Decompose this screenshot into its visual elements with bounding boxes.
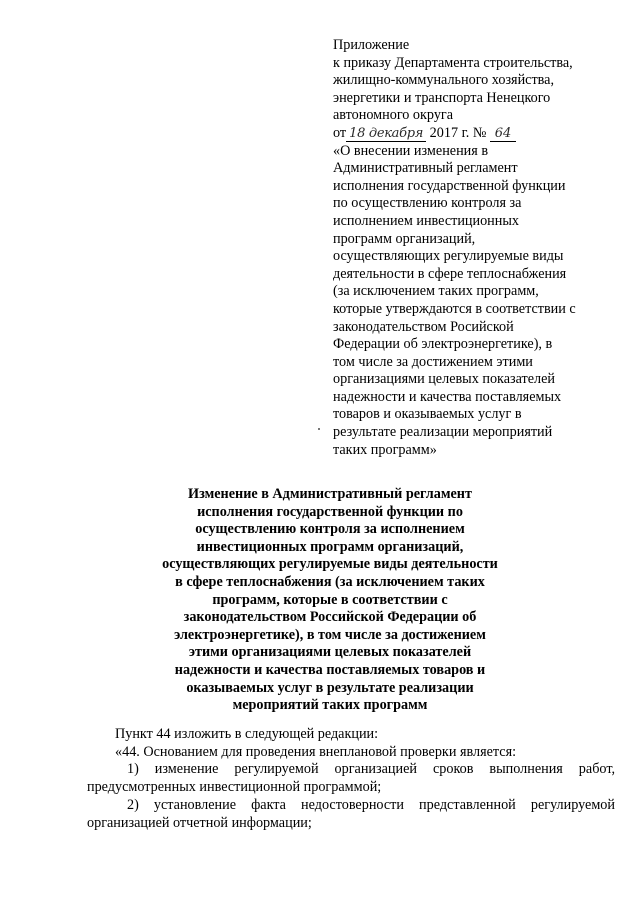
order-title-line: организациями целевых показателей bbox=[333, 371, 556, 388]
order-title-line: «О внесении изменения в bbox=[333, 142, 489, 159]
heading-line: мероприятий таких программ bbox=[232, 697, 428, 714]
order-title-line: таких программ» bbox=[333, 441, 437, 458]
order-title-line: том числе за достижением этими bbox=[333, 353, 533, 370]
appendix-line: жилищно-коммунального хозяйства, bbox=[333, 72, 555, 89]
order-title-line: Административный регламент bbox=[333, 160, 518, 177]
appendix-line: автономного округа bbox=[333, 107, 454, 124]
clause-paragraph bbox=[87, 744, 615, 762]
heading-line: оказываемых услуг в результате реализации bbox=[186, 679, 474, 696]
order-title-line: которые утверждаются в соответствии с bbox=[333, 300, 576, 317]
document-body bbox=[87, 726, 615, 832]
order-title-line: осуществляющих регулируемые виды bbox=[333, 248, 564, 265]
order-title-line: программ организаций, bbox=[333, 230, 476, 247]
order-title-line: (за исключением таких программ, bbox=[333, 283, 539, 300]
order-title-line: надежности и качества поставляемых bbox=[333, 388, 562, 405]
heading-line: инвестиционных программ организаций, bbox=[196, 538, 464, 555]
handwritten-date: 18 декабря bbox=[346, 127, 426, 142]
heading-line: осуществляющих регулируемые виды деятельности bbox=[162, 556, 498, 573]
order-date-line bbox=[333, 125, 623, 143]
handwritten-number: 64 bbox=[490, 127, 516, 142]
date-prefix: от bbox=[333, 124, 347, 141]
list-item-1 bbox=[87, 761, 615, 796]
appendix-block bbox=[333, 37, 623, 459]
order-title-line: товаров и оказываемых услуг в bbox=[333, 406, 522, 423]
list-item-2 bbox=[87, 797, 615, 832]
scan-speck bbox=[318, 428, 320, 430]
heading-line: программ, которые в соответствии с bbox=[212, 591, 448, 608]
heading-line: осуществлению контроля за исполнением bbox=[195, 521, 465, 538]
clause-text: «44. Основанием для проведения внеплановой проверки является: bbox=[115, 743, 517, 760]
order-title-line: законодательством Росийской bbox=[333, 318, 514, 335]
appendix-line: энергетики и транспорта Ненецкого bbox=[333, 89, 551, 106]
item1-line1: 1) изменение регулируемой организацией сроков выполнения работ, bbox=[127, 761, 615, 778]
item1-line2: предусмотренных инвестиционной программой; bbox=[87, 779, 382, 796]
heading-line: электроэнергетике), в том числе за достижением bbox=[174, 626, 486, 643]
heading-line: законодательством Российской Федерации об bbox=[183, 609, 477, 626]
order-title-line: по осуществлению контроля за bbox=[333, 195, 522, 212]
heading-line: Изменение в Административный регламент bbox=[188, 486, 472, 502]
heading-line: этими организациями целевых показателей bbox=[188, 644, 472, 661]
item2-line1: 2) установление факта недостоверности представленной регулируемой bbox=[127, 796, 615, 813]
appendix-line: Приложение bbox=[333, 37, 410, 53]
order-title-line: исполнением инвестиционных bbox=[333, 212, 519, 229]
intro-paragraph bbox=[87, 726, 615, 744]
heading-line: исполнения государственной функции по bbox=[197, 503, 463, 520]
appendix-line: к приказу Департамента строительства, bbox=[333, 54, 573, 71]
order-title-line: деятельности в сфере теплоснабжения bbox=[333, 265, 567, 282]
order-title-line: результате реализации мероприятий bbox=[333, 424, 553, 441]
order-title-line: Федерации об электроэнергетике), в bbox=[333, 336, 553, 353]
order-title-line: исполнения государственной функции bbox=[333, 177, 566, 194]
year-text: 2017 г. № bbox=[429, 124, 487, 141]
item2-line2: организацией отчетной информации; bbox=[87, 814, 312, 831]
document-heading bbox=[160, 486, 500, 715]
intro-text: Пункт 44 изложить в следующей редакции: bbox=[115, 726, 379, 742]
heading-line: надежности и качества поставляемых товаров и bbox=[174, 661, 486, 678]
heading-line: в сфере теплоснабжения (за исключением таких bbox=[175, 573, 485, 590]
